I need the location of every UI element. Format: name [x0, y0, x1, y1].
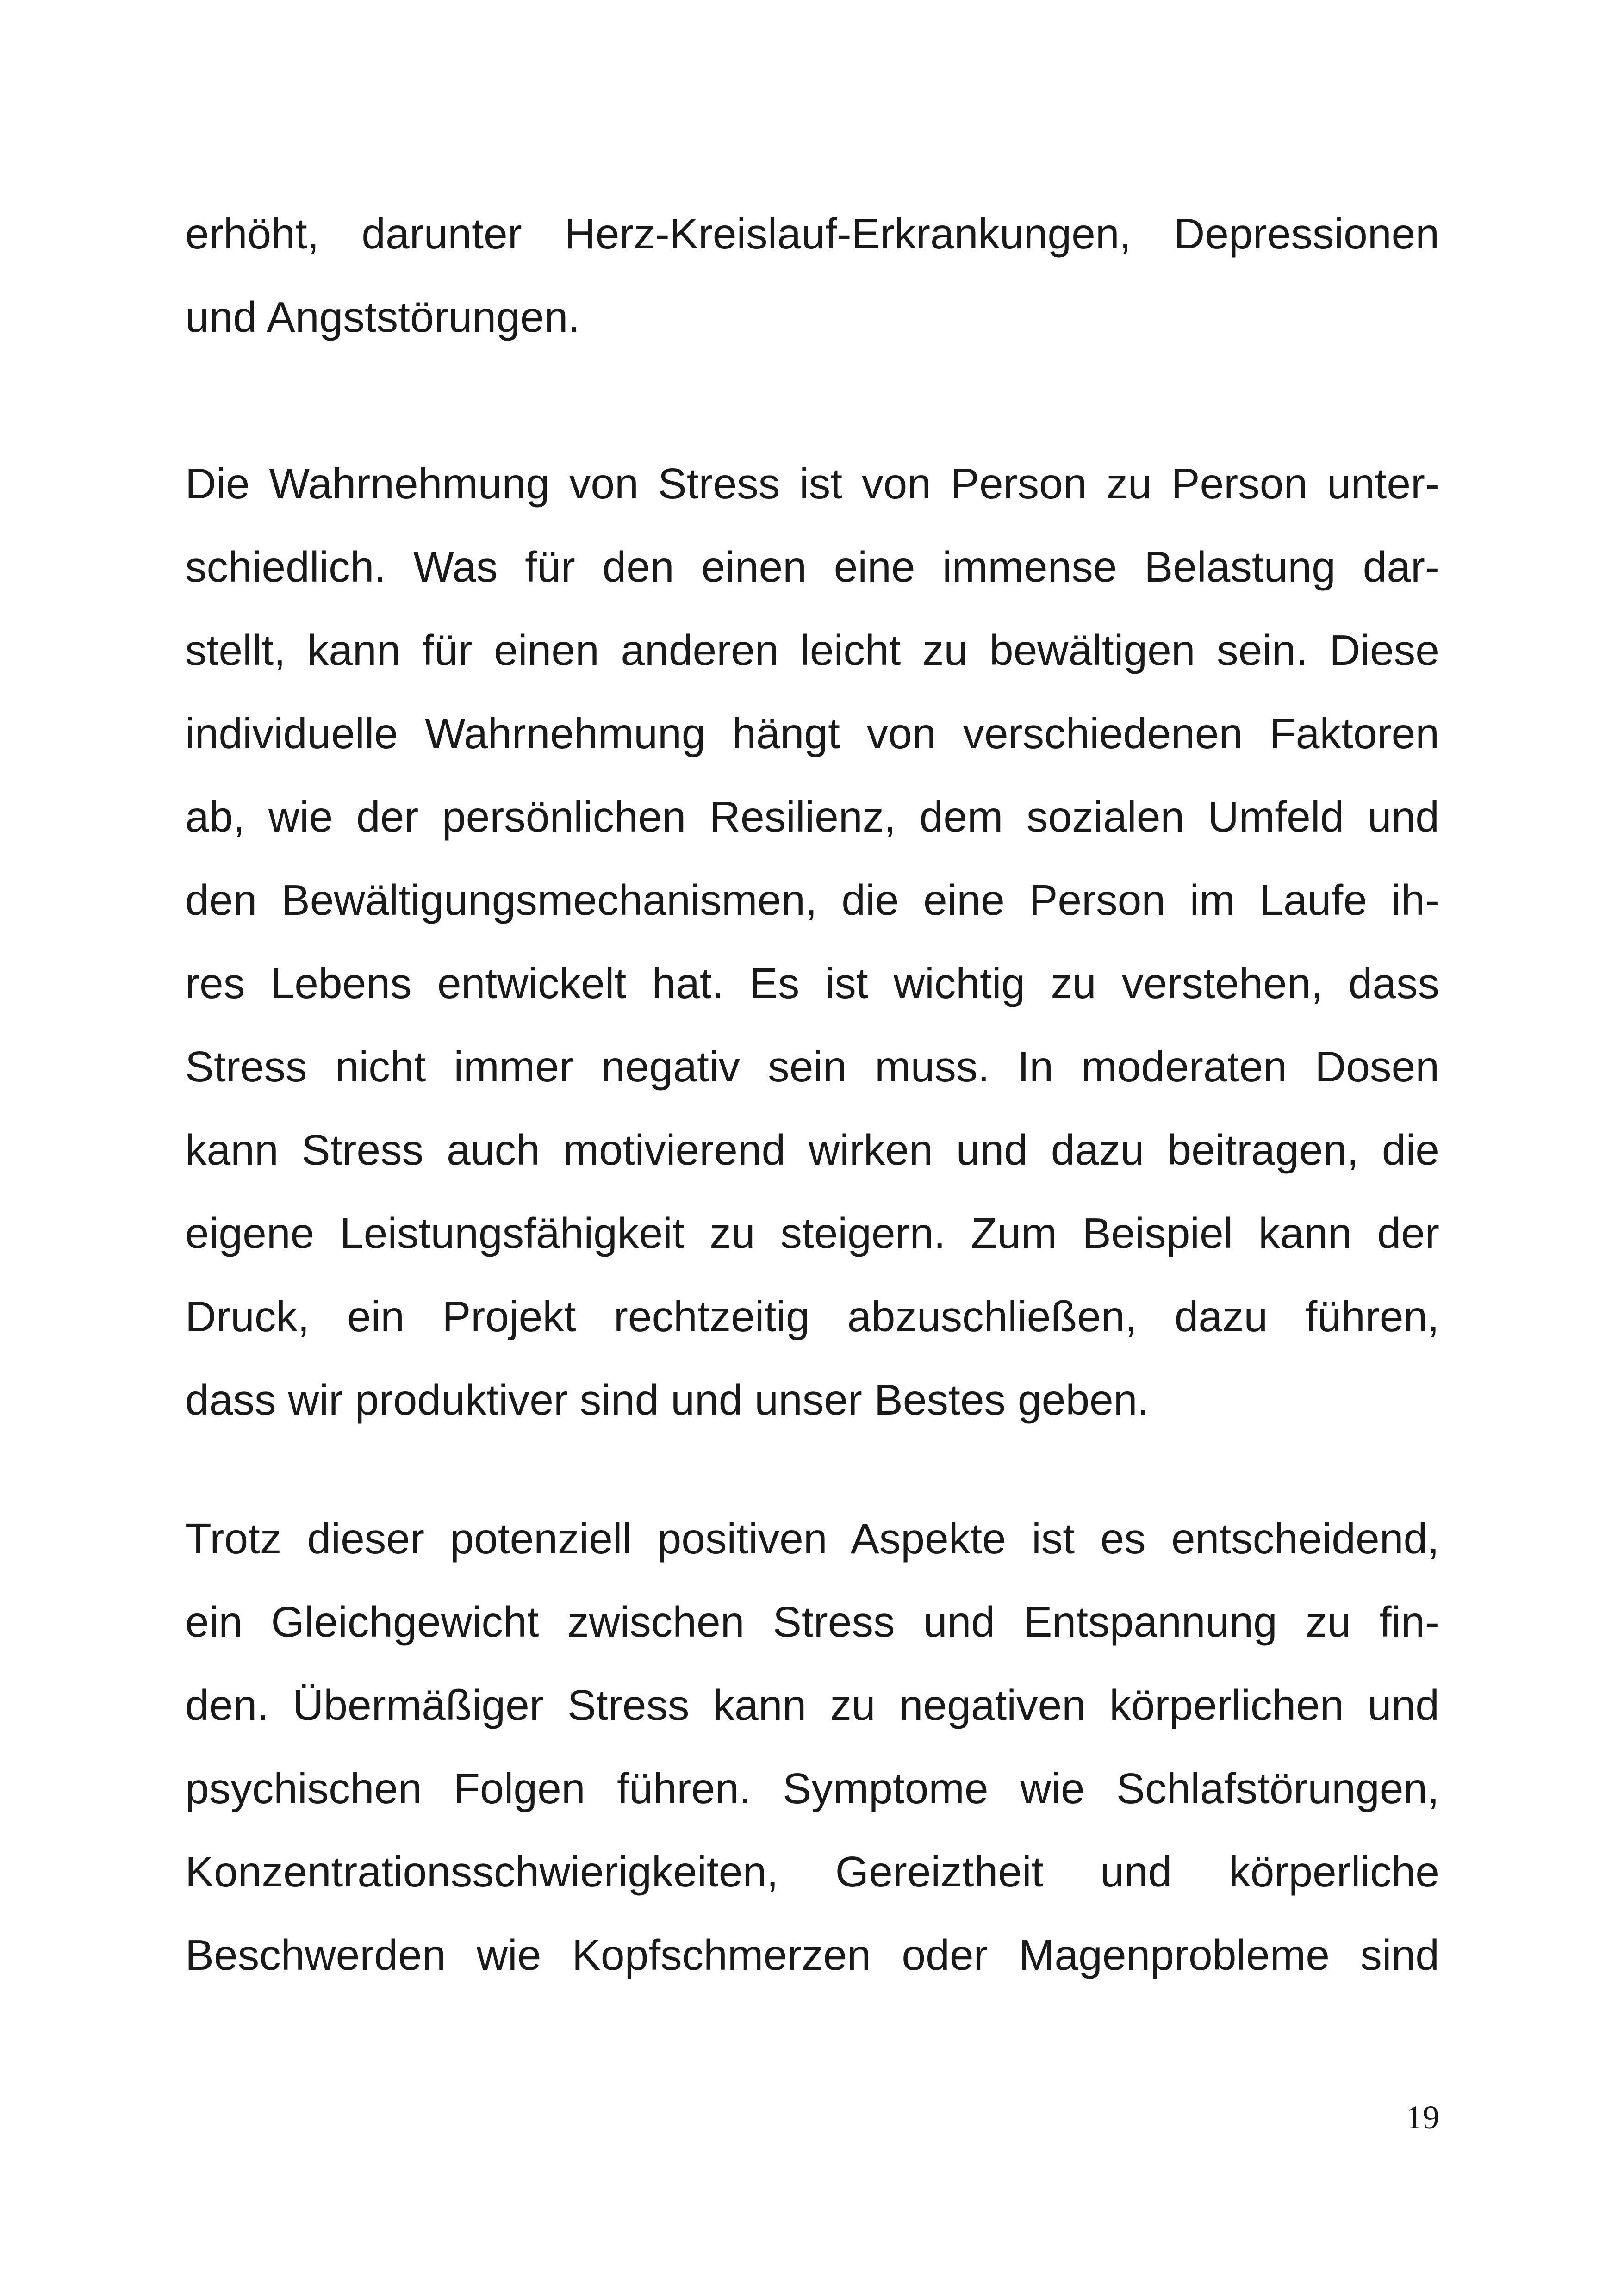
text-line: und Angststörungen.	[185, 293, 580, 341]
text-line: Die Wahrnehmung von Stress ist von Person zu Person unter-	[185, 459, 1439, 508]
text-line: erhöht, darunter Herz-Kreislauf-Erkrankungen, Depressionen	[185, 210, 1439, 258]
paragraph-1	[185, 192, 1439, 359]
page-number: 19	[1406, 2099, 1439, 2136]
text-line: eigene Leistungsfähigkeit zu steigern. Zum Beispiel kann der	[185, 1209, 1439, 1257]
text-line: schiedlich. Was für den einen eine immense Belastung dar-	[185, 543, 1439, 591]
paragraph-3	[185, 1497, 1439, 1997]
text-line: Trotz dieser potenziell positiven Aspekte ist es entscheidend,	[185, 1514, 1439, 1563]
text-line: Stress nicht immer negativ sein muss. In moderaten Dosen	[185, 1043, 1439, 1091]
paragraph-2	[185, 442, 1439, 1441]
text-line: stellt, kann für einen anderen leicht zu bewältigen sein. Diese	[185, 626, 1439, 674]
text-line: dass wir produktiver sind und unser Bestes geben.	[185, 1376, 1150, 1424]
text-line: individuelle Wahrnehmung hängt von verschiedenen Faktoren	[185, 709, 1439, 757]
text-line: Konzentrationsschwierigkeiten, Gereiztheit und körperliche	[185, 1848, 1439, 1896]
text-line: den Bewältigungsmechanismen, die eine Person im Laufe ih-	[185, 876, 1439, 924]
text-line: res Lebens entwickelt hat. Es ist wichtig zu verstehen, dass	[185, 959, 1439, 1007]
text-line: Druck, ein Projekt rechtzeitig abzuschließen, dazu führen,	[185, 1292, 1439, 1340]
text-line: ab, wie der persönlichen Resilienz, dem sozialen Umfeld und	[185, 793, 1439, 841]
text-line: psychischen Folgen führen. Symptome wie Schlafstörungen,	[185, 1764, 1439, 1812]
text-line: Beschwerden wie Kopfschmerzen oder Magenprobleme sind	[185, 1931, 1439, 1979]
text-line: den. Übermäßiger Stress kann zu negativen körperlichen und	[185, 1681, 1439, 1729]
text-line: ein Gleichgewicht zwischen Stress und Entspannung zu fin-	[185, 1598, 1439, 1646]
text-line: kann Stress auch motivierend wirken und dazu beitragen, die	[185, 1126, 1439, 1174]
